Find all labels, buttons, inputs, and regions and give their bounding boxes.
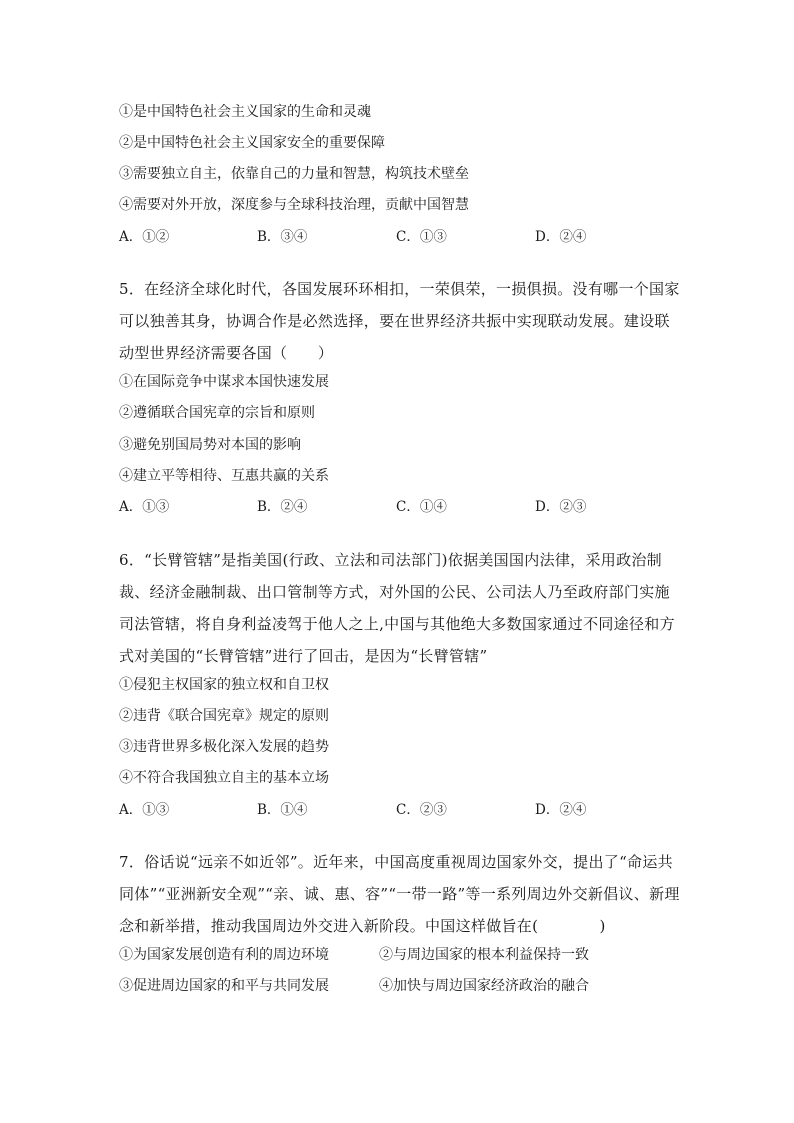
q7-items-row-1 xyxy=(119,946,589,964)
q5-item-4: ④建立平等相待、互惠共赢的关系 xyxy=(119,468,329,484)
q7-item-3: ③促进周边国家的和平与共同发展 xyxy=(119,978,329,994)
q5-option-d[interactable]: D．②③ xyxy=(535,499,587,515)
q6-item-4: ④不符合我国独立自主的基本立场 xyxy=(119,770,329,786)
q5-item-2: ②遵循联合国宪章的宗旨和原则 xyxy=(119,405,315,421)
q6-stem: 6．“长臂管辖”是指美国(行政、立法和司法部门)依据美国国内法律，采用政治制裁、经济金融制裁、出口管制等方式，对外国的公民、公司法人乃至政府部门实施司法管辖，将自身利益凌驾于他人之上,中国与其他绝大多数国家通过不同途径和方式对美国的“长臂管辖”进行了回击，是因为“长臂管辖” xyxy=(119,551,675,665)
q4-option-c[interactable]: C．①③ xyxy=(396,229,447,245)
q7-item-1: ①为国家发展创造有利的周边环境 xyxy=(119,947,329,963)
q6-option-d[interactable]: D．②④ xyxy=(535,802,587,818)
q4-option-b[interactable]: B．③④ xyxy=(257,229,308,245)
q5-option-b[interactable]: B．②④ xyxy=(257,499,308,515)
q4-item-1: ①是中国特色社会主义国家的生命和灵魂 xyxy=(119,104,371,120)
q6-option-b[interactable]: B．①④ xyxy=(257,802,308,818)
q6-item-3: ③违背世界多极化深入发展的趋势 xyxy=(119,739,329,755)
q5-option-a[interactable]: A．①③ xyxy=(119,499,170,515)
q5-option-c[interactable]: C．①④ xyxy=(396,499,447,515)
q5-stem: 5．在经济全球化时代，各国发展环环相扣，一荣俱荣，一损俱损。没有哪一个国家可以独善其身，协调合作是必然选择，要在世界经济共振中实现联动发展。建设联动型世界经济需要各国（ ） xyxy=(119,280,680,362)
q4-item-2: ②是中国特色社会主义国家安全的重要保障 xyxy=(119,135,385,151)
q4-option-d[interactable]: D．②④ xyxy=(535,229,587,245)
q7-item-4: ④加快与周边国家经济政治的融合 xyxy=(379,978,589,994)
q7-stem: 7．俗话说“远亲不如近邻”。近年来，中国高度重视周边国家外交，提出了“命运共同体”“亚洲新安全观”“亲、诚、惠、容”“一带一路”等一系列周边外交新倡议、新理念和新举措，推动我国周边外交进入新阶段。中国这样做旨在( ) xyxy=(119,853,680,935)
q6-option-a[interactable]: A．①③ xyxy=(119,802,170,818)
q7-item-2: ②与周边国家的根本利益保持一致 xyxy=(379,947,589,963)
q6-item-1: ①侵犯主权国家的独立权和自卫权 xyxy=(119,677,329,693)
q6-option-c[interactable]: C．②③ xyxy=(396,802,447,818)
q4-item-4: ④需要对外开放，深度参与全球科技治理，贡献中国智慧 xyxy=(119,197,469,213)
q5-item-3: ③避免别国局势对本国的影响 xyxy=(119,437,301,453)
q4-option-a[interactable]: A．①② xyxy=(119,229,170,245)
q7-items-row-2 xyxy=(119,977,589,995)
q4-item-3: ③需要独立自主，依靠自己的力量和智慧，构筑技术壁垒 xyxy=(119,166,469,182)
q5-item-1: ①在国际竞争中谋求本国快速发展 xyxy=(119,374,329,390)
q6-item-2: ②违背《联合国宪章》规定的原则 xyxy=(119,708,329,724)
